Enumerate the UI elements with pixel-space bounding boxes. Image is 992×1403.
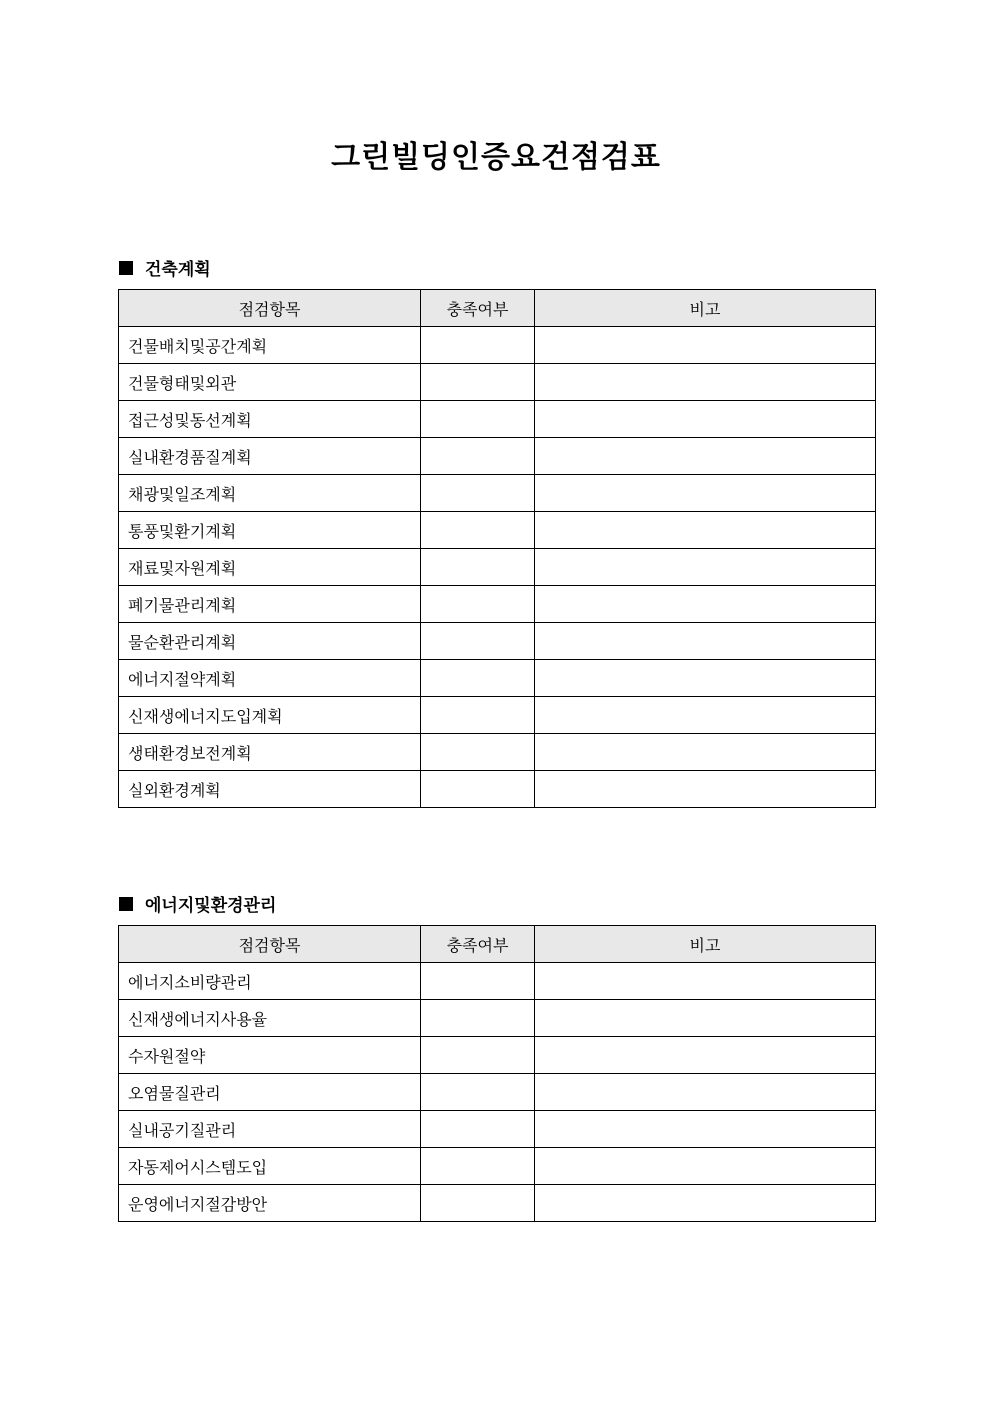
status-cell[interactable] [421,475,535,512]
note-cell[interactable] [535,1037,876,1074]
status-cell[interactable] [421,660,535,697]
table-row [119,549,876,586]
item-cell: 운영에너지절감방안 [119,1185,421,1222]
note-cell[interactable] [535,438,876,475]
status-cell[interactable] [421,963,535,1000]
note-cell[interactable] [535,1074,876,1111]
table-header-row [119,926,876,963]
item-cell: 자동제어시스템도입 [119,1148,421,1185]
item-cell: 수자원절약 [119,1037,421,1074]
square-bullet-icon [119,897,133,911]
checklist-table-architecture [118,289,876,808]
status-cell[interactable] [421,364,535,401]
note-cell[interactable] [535,734,876,771]
table-row [119,1074,876,1111]
note-cell[interactable] [535,549,876,586]
column-header-item: 점검항목 [119,290,421,327]
status-cell[interactable] [421,1148,535,1185]
table-row [119,963,876,1000]
table-row [119,660,876,697]
status-cell[interactable] [421,327,535,364]
status-cell[interactable] [421,697,535,734]
table-row [119,512,876,549]
section-heading-architecture [119,255,211,280]
item-cell: 신재생에너지도입계획 [119,697,421,734]
status-cell[interactable] [421,1037,535,1074]
note-cell[interactable] [535,660,876,697]
status-cell[interactable] [421,549,535,586]
note-cell[interactable] [535,327,876,364]
note-cell[interactable] [535,1000,876,1037]
item-cell: 물순환관리계획 [119,623,421,660]
note-cell[interactable] [535,963,876,1000]
item-cell: 실내공기질관리 [119,1111,421,1148]
note-cell[interactable] [535,586,876,623]
item-cell: 재료및자원계획 [119,549,421,586]
section-heading-energy [119,891,276,916]
item-cell: 통풍및환기계획 [119,512,421,549]
table-row [119,1111,876,1148]
table-row [119,475,876,512]
status-cell[interactable] [421,734,535,771]
item-cell: 건물배치및공간계획 [119,327,421,364]
item-cell: 신재생에너지사용율 [119,1000,421,1037]
column-header-status: 충족여부 [421,290,535,327]
item-cell: 채광및일조계획 [119,475,421,512]
column-header-note: 비고 [535,926,876,963]
note-cell[interactable] [535,475,876,512]
item-cell: 실외환경계획 [119,771,421,808]
table-row [119,734,876,771]
section-heading-label: 건축계획 [145,260,211,280]
note-cell[interactable] [535,1111,876,1148]
checklist-table-energy [118,925,876,1222]
item-cell: 에너지절약계획 [119,660,421,697]
status-cell[interactable] [421,1111,535,1148]
column-header-status: 충족여부 [421,926,535,963]
status-cell[interactable] [421,512,535,549]
table-row [119,771,876,808]
table-header-row [119,290,876,327]
note-cell[interactable] [535,1148,876,1185]
status-cell[interactable] [421,586,535,623]
note-cell[interactable] [535,771,876,808]
note-cell[interactable] [535,623,876,660]
item-cell: 에너지소비량관리 [119,963,421,1000]
status-cell[interactable] [421,623,535,660]
status-cell[interactable] [421,1074,535,1111]
item-cell: 건물형태및외관 [119,364,421,401]
status-cell[interactable] [421,438,535,475]
note-cell[interactable] [535,1185,876,1222]
table-row [119,1185,876,1222]
note-cell[interactable] [535,697,876,734]
page-title: 그린빌딩인증요건점검표 [331,140,661,175]
table-row [119,327,876,364]
table-row [119,1000,876,1037]
status-cell[interactable] [421,771,535,808]
table-row [119,364,876,401]
item-cell: 오염물질관리 [119,1074,421,1111]
section-heading-label: 에너지및환경관리 [145,896,277,916]
column-header-item: 점검항목 [119,926,421,963]
table-row [119,1148,876,1185]
note-cell[interactable] [535,401,876,438]
note-cell[interactable] [535,364,876,401]
status-cell[interactable] [421,1000,535,1037]
table-row [119,586,876,623]
item-cell: 실내환경품질계획 [119,438,421,475]
item-cell: 접근성및동선계획 [119,401,421,438]
table-row [119,1037,876,1074]
item-cell: 폐기물관리계획 [119,586,421,623]
note-cell[interactable] [535,512,876,549]
table-row [119,401,876,438]
table-row [119,438,876,475]
table-row [119,697,876,734]
square-bullet-icon [119,261,133,275]
item-cell: 생태환경보전계획 [119,734,421,771]
status-cell[interactable] [421,401,535,438]
column-header-note: 비고 [535,290,876,327]
table-row [119,623,876,660]
status-cell[interactable] [421,1185,535,1222]
